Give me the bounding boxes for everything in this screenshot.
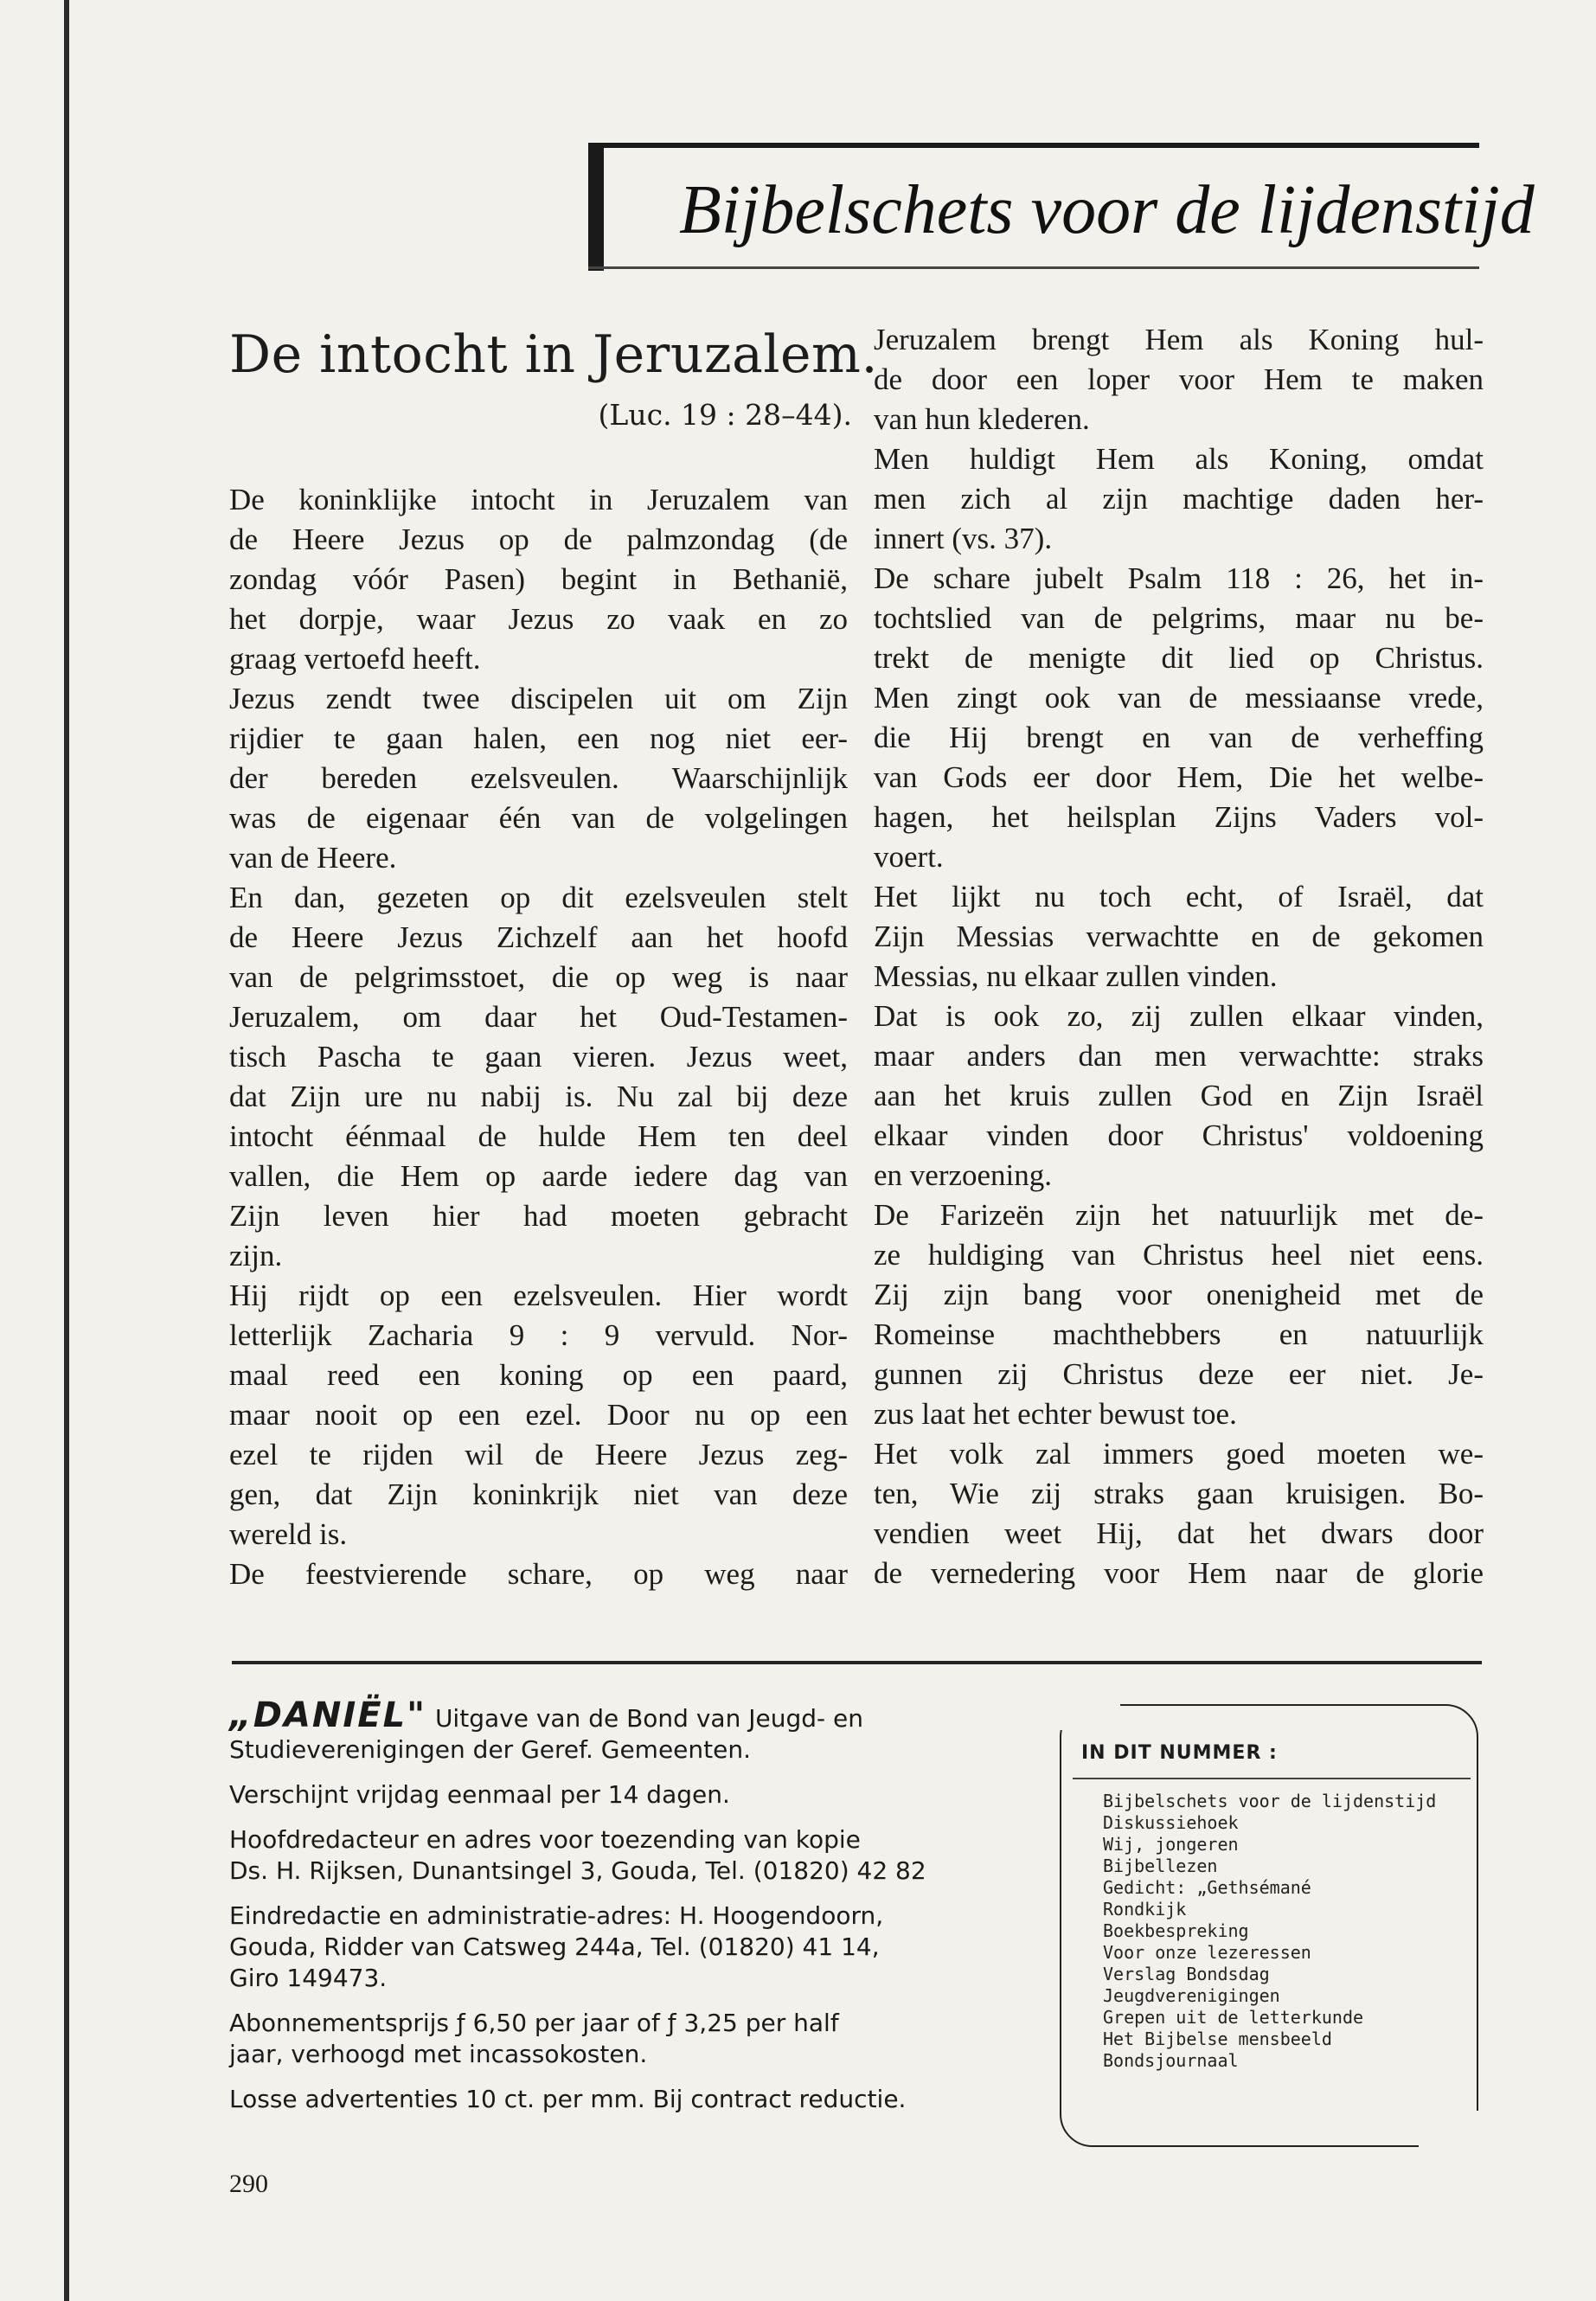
text-line: de vernedering voor Hem naar de glorie [874, 1556, 1484, 1590]
text-line: tisch Pascha te gaan vieren. Jezus weet, [229, 1040, 848, 1074]
text-line: De koninklijke intocht in Jeruzalem van [229, 483, 848, 516]
text-line: men zich al zijn machtige daden her- [874, 482, 1484, 516]
text-line: Dat is ook zo, zij zullen elkaar vinden, [874, 999, 1484, 1033]
toc-item: Voor onze lezeressen [1103, 1942, 1311, 1963]
text-line: der bereden ezelsveulen. Waarschijnlijk [229, 761, 848, 795]
toc-item: Wij, jongeren [1103, 1834, 1239, 1855]
text-line: Het lijkt nu toch echt, of Israël, dat [874, 880, 1484, 913]
toc-heading: IN DIT NUMMER : [1081, 1742, 1278, 1764]
text-line: Men huldigt Hem als Koning, omdat [874, 442, 1484, 476]
toc-item: Jeugdverenigingen [1103, 1985, 1280, 2006]
text-line: De Farizeën zijn het natuurlijk met de- [874, 1198, 1484, 1232]
text-line: zus laat het echter bewust toe. [874, 1397, 1237, 1431]
text-line: Men zingt ook van de messiaanse vrede, [874, 681, 1484, 715]
colophon-ads: Losse advertenties 10 ct. per mm. Bij contract reductie. [229, 2085, 907, 2113]
text-line: dat Zijn ure nu nabij is. Nu zal bij deze [229, 1080, 848, 1113]
text-line: De schare jubelt Psalm 118 : 26, het in- [874, 561, 1484, 595]
colophon-intro-1: Uitgave van de Bond van Jeugd- en [434, 1704, 863, 1733]
text-line: de Heere Jezus op de palmzondag (de [229, 522, 848, 556]
article-reference: (Luc. 19 : 28–44). [598, 398, 852, 432]
text-line: die Hij brengt en van de verheffing [874, 721, 1484, 754]
article-left-column [229, 480, 848, 1594]
text-line: tochtslied van de pelgrims, maar nu be- [874, 601, 1484, 635]
text-line: vendien weet Hij, dat het dwars door [874, 1516, 1484, 1550]
article-title: De intocht in Jeruzalem. [229, 324, 879, 385]
page-edge-shadow [64, 0, 69, 2301]
text-line: Zijn leven hier had moeten gebracht [229, 1199, 848, 1233]
text-line: Jezus zendt twee discipelen uit om Zijn [229, 682, 848, 715]
header-top-rule [588, 143, 1479, 148]
text-line: maar anders dan men verwachtte: straks [874, 1039, 1484, 1073]
text-line: en verzoening. [874, 1158, 1053, 1192]
text-line: De feestvierende schare, op weg naar [229, 1557, 848, 1591]
text-line: Messias, nu elkaar zullen vinden. [874, 959, 1278, 993]
toc-item: Boekbespreking [1103, 1920, 1249, 1941]
text-line: gen, dat Zijn koninkrijk niet van deze [229, 1477, 848, 1511]
toc-box-corner-gap [1060, 1695, 1120, 1730]
text-line: het dorpje, waar Jezus zo vaak en zo [229, 602, 848, 636]
text-line: Jeruzalem brengt Hem als Koning hul- [874, 323, 1484, 356]
footer-rule [232, 1661, 1482, 1664]
toc-item: Gedicht: „Gethsémané [1103, 1877, 1311, 1898]
text-line: rijdier te gaan halen, een nog niet eer- [229, 721, 848, 755]
article-right-column [874, 320, 1484, 1593]
text-line: was de eigenaar één van de volgelingen [229, 801, 848, 835]
text-line: maal reed een koning op een paard, [229, 1358, 848, 1392]
text-line: de door een loper voor Hem te maken [874, 362, 1484, 396]
text-line: Zij zijn bang voor onenigheid met de [874, 1278, 1484, 1311]
text-line: van de Heere. [229, 841, 397, 875]
header-bottom-rule [588, 266, 1479, 269]
toc-list [1103, 1791, 1466, 2072]
toc-item: Diskussiehoek [1103, 1812, 1239, 1833]
text-line: zijn. [229, 1239, 283, 1272]
colophon-subscription-2: jaar, verhoogd met incassokosten. [229, 2040, 648, 2068]
text-line: Romeinse machthebbers en natuurlijk [874, 1317, 1484, 1351]
text-line: de Heere Jezus Zichzelf aan het hoofd [229, 920, 848, 954]
section-header-title: Bijbelschets voor de lijdenstijd [679, 172, 1535, 248]
text-line: elkaar vinden door Christus' voldoening [874, 1118, 1484, 1152]
colophon-admin-3: Giro 149473. [229, 1964, 388, 1992]
text-line: En dan, gezeten op dit ezelsveulen stelt [229, 881, 848, 914]
text-line: vallen, die Hem op aarde iedere dag van [229, 1159, 848, 1193]
text-line: Het volk zal immers goed moeten we- [874, 1437, 1484, 1471]
text-line: van hun klederen. [874, 402, 1090, 436]
toc-rule [1073, 1778, 1471, 1779]
text-line: letterlijk Zacharia 9 : 9 vervuld. Nor- [229, 1318, 848, 1352]
text-line: van Gods eer door Hem, Die het welbe- [874, 760, 1484, 794]
text-line: Jeruzalem, om daar het Oud-Testamen- [229, 1000, 848, 1034]
colophon-intro-2: Studieverenigingen der Geref. Gemeenten. [229, 1735, 751, 1764]
colophon-subscription-1: Abonnementsprijs ƒ 6,50 per jaar of ƒ 3,25 per half [229, 2009, 839, 2037]
toc-item: Grepen uit de letterkunde [1103, 2007, 1364, 2028]
colophon-admin [229, 1900, 1008, 1994]
colophon-admin-2: Gouda, Ridder van Catsweg 244a, Tel. (01820) 41 14, [229, 1932, 880, 1961]
colophon-frequency: Verschijnt vrijdag eenmaal per 14 dagen. [229, 1780, 730, 1809]
toc-item: Het Bijbelse mensbeeld [1103, 2029, 1332, 2049]
toc-item: Rondkijk [1103, 1899, 1187, 1920]
page-number: 290 [229, 2170, 268, 2198]
toc-item: Bijbellezen [1103, 1856, 1218, 1876]
colophon-subscription [229, 2008, 1008, 2070]
text-line: gunnen zij Christus deze eer niet. Je- [874, 1357, 1484, 1391]
text-line: aan het kruis zullen God en Zijn Israël [874, 1079, 1484, 1112]
colophon-admin-1: Eindredactie en administratie-adres: H. Hoogendoorn, [229, 1901, 884, 1930]
colophon-editor-1: Hoofdredacteur en adres voor toezending van kopie [229, 1825, 861, 1854]
text-line: innert (vs. 37). [874, 522, 1053, 555]
text-line: wereld is. [229, 1517, 348, 1551]
text-line: intocht éénmaal de hulde Hem ten deel [229, 1119, 848, 1153]
text-line: ten, Wie zij straks gaan kruisigen. Bo- [874, 1477, 1484, 1510]
toc-item: Verslag Bondsdag [1103, 1964, 1270, 1984]
colophon-publisher [229, 1695, 1008, 1766]
colophon-editor-2: Ds. H. Rijksen, Dunantsingel 3, Gouda, Tel. (01820) 42 82 [229, 1856, 926, 1885]
toc-item: Bondsjournaal [1103, 2050, 1239, 2071]
magazine-name: „DANIËL" [229, 1695, 426, 1735]
toc-item: Bijbelschets voor de lijdenstijd [1103, 1791, 1437, 1811]
toc-box-corner-gap-bottom [1419, 2111, 1488, 2150]
text-line: maar nooit op een ezel. Door nu op een [229, 1398, 848, 1432]
text-line: ze huldiging van Christus heel niet eens. [874, 1238, 1484, 1272]
text-line: van de pelgrimsstoet, die op weg is naar [229, 960, 848, 994]
text-line: Hij rijdt op een ezelsveulen. Hier wordt [229, 1279, 848, 1312]
text-line: voert. [874, 840, 944, 874]
header-side-bar [588, 143, 604, 271]
text-line: ezel te rijden wil de Heere Jezus zeg- [229, 1438, 848, 1471]
text-line: trekt de menigte dit lied op Christus. [874, 641, 1484, 675]
text-line: hagen, het heilsplan Zijns Vaders vol- [874, 800, 1484, 834]
text-line: zondag vóór Pasen) begint in Bethanië, [229, 562, 848, 596]
text-line: Zijn Messias verwachtte en de gekomen [874, 920, 1484, 953]
text-line: graag vertoefd heeft. [229, 642, 481, 676]
colophon-editor [229, 1824, 1008, 1887]
colophon [229, 1695, 1008, 2129]
